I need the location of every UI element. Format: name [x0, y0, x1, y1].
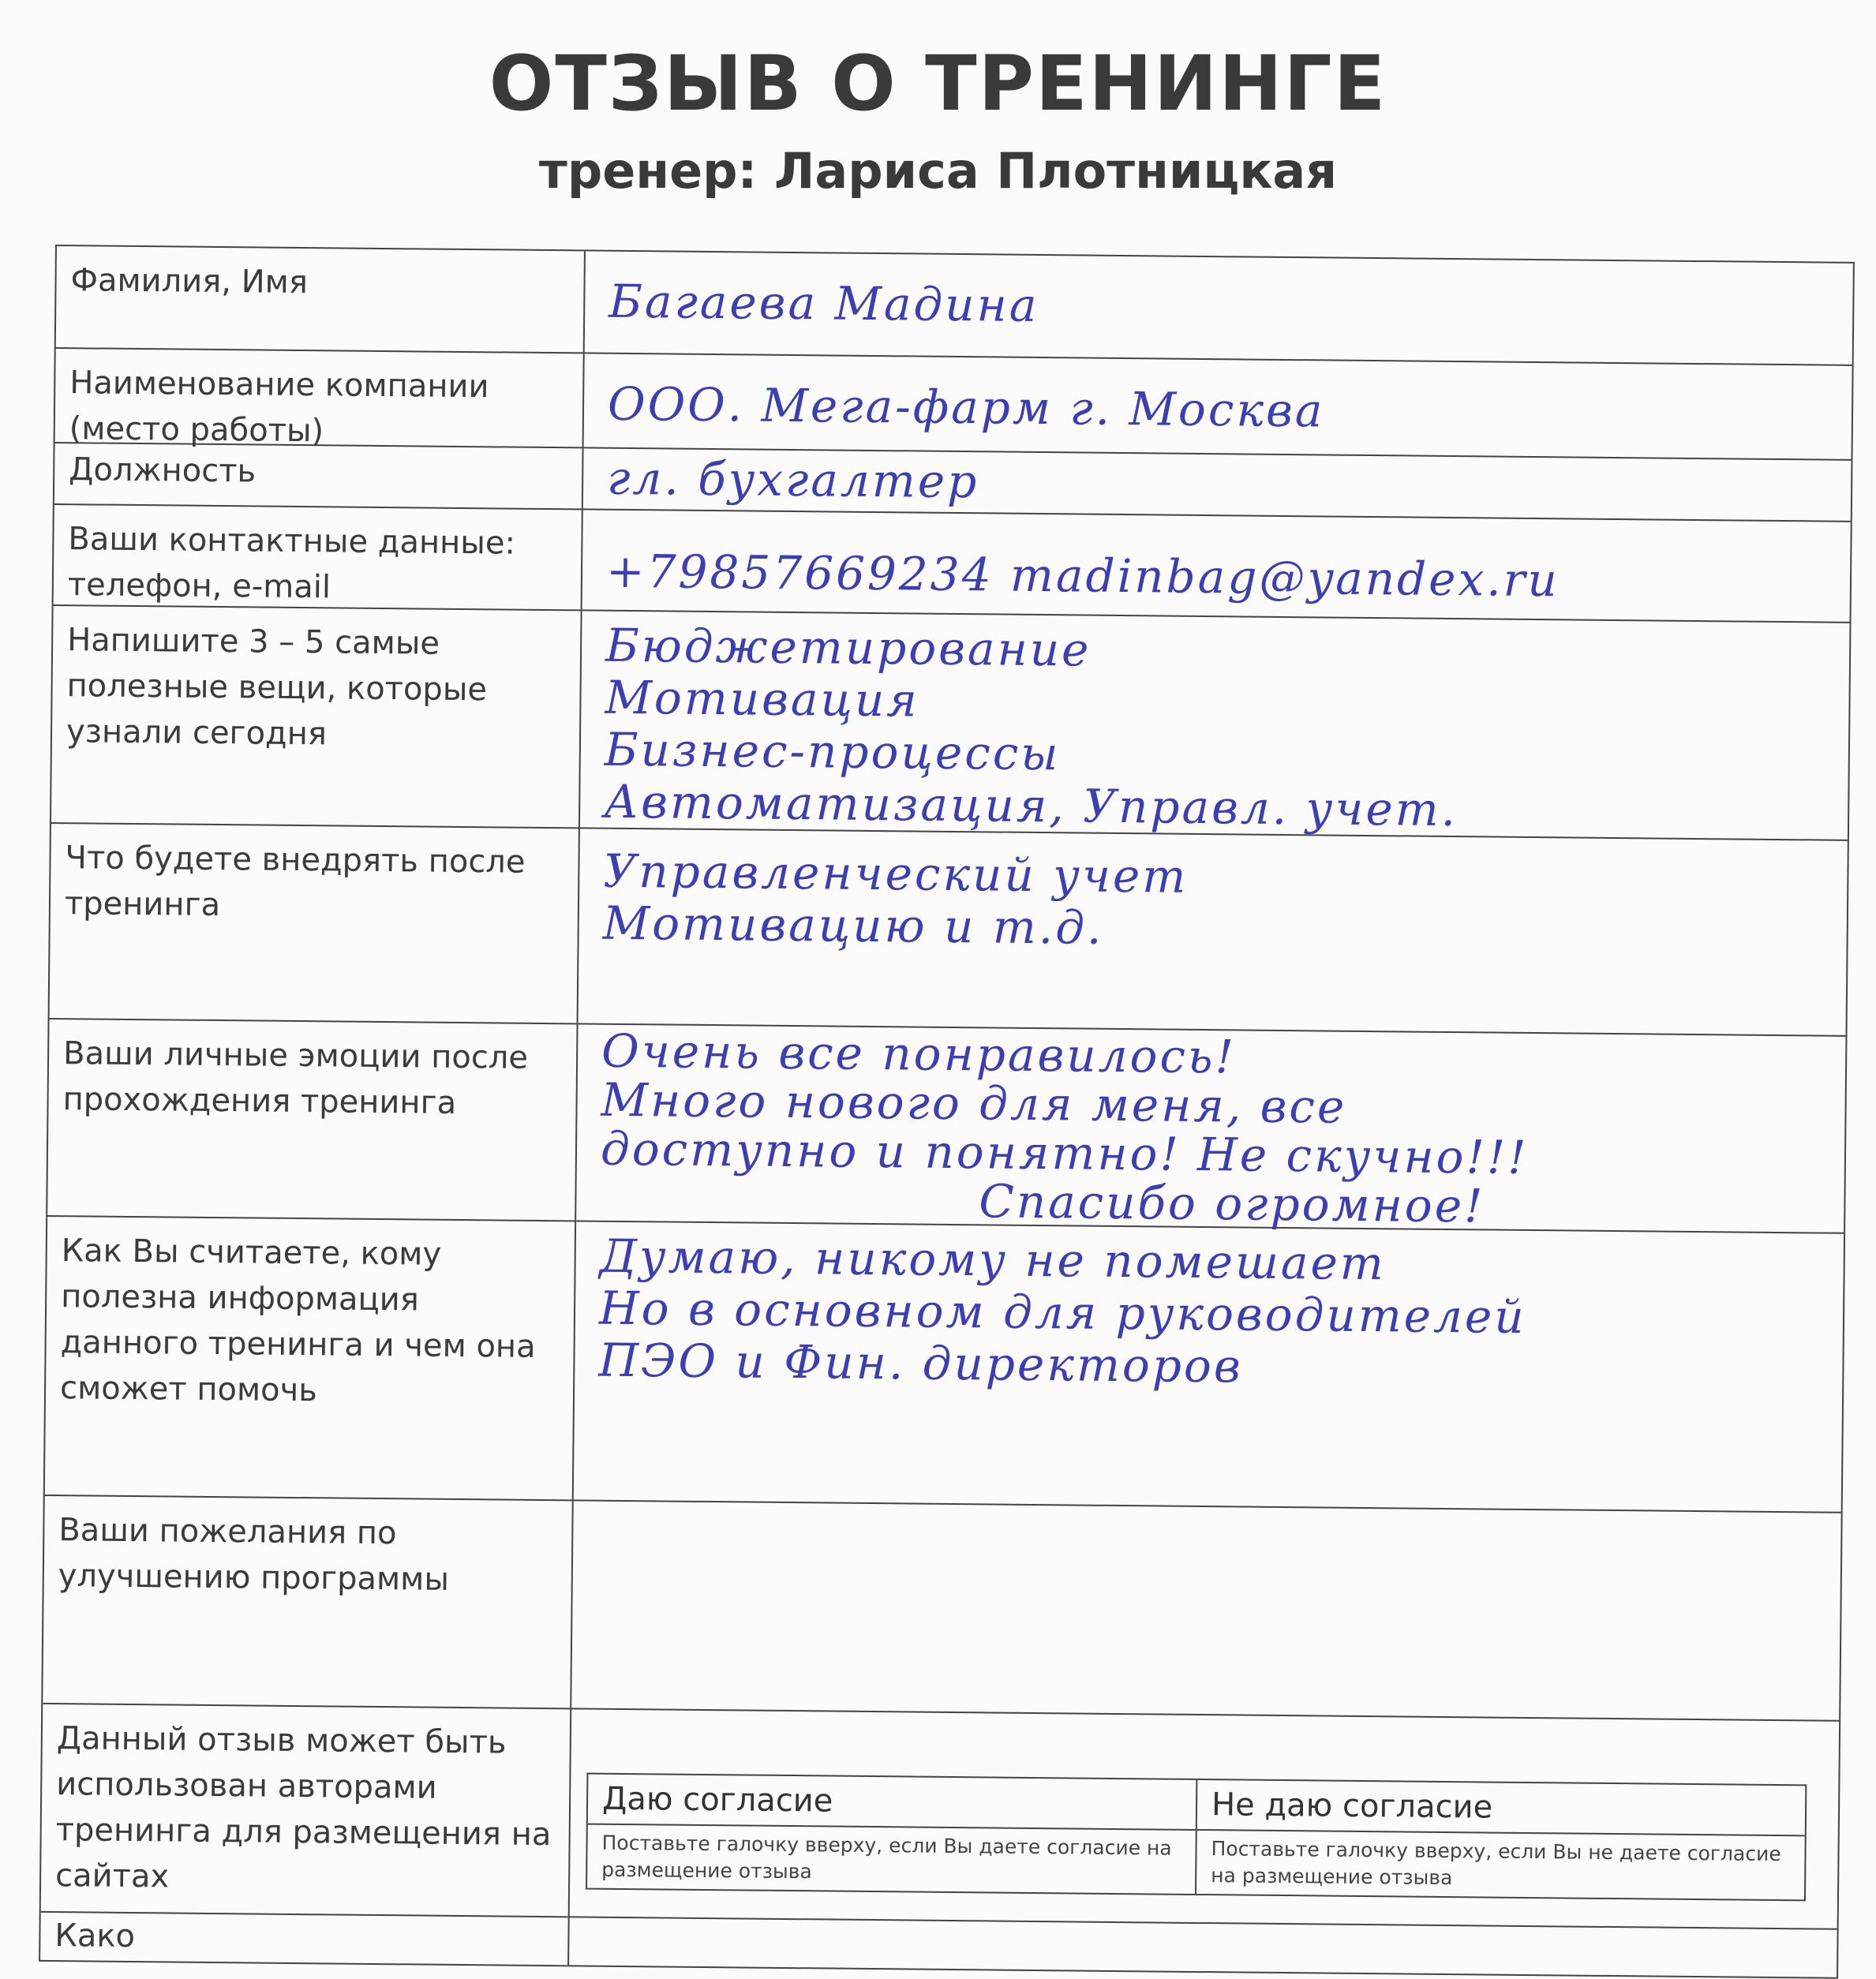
row-contacts — [54, 505, 1851, 623]
label-consent: Данный отзыв может быть использован авторами тренинга для размещения на сайтах — [41, 1704, 571, 1916]
row-company — [55, 349, 1852, 461]
field-wishes[interactable] — [571, 1501, 1840, 1719]
handwritten-line: Очень все понравилось! — [601, 1023, 1237, 1084]
handwritten-line: Автоматизация, Управл. учет. — [603, 774, 1458, 837]
row-implement — [50, 824, 1848, 1037]
handwritten-line: гл. бухгалтер — [606, 451, 979, 509]
label-company: Наименование компании (место работы) — [55, 349, 585, 447]
consent-agree-label: Даю согласие — [588, 1775, 1196, 1831]
trainer-subtitle: тренер: Лариса Плотницкая — [538, 142, 1338, 200]
label-emotions: Ваши личные эмоции после прохождения тренинга — [47, 1019, 578, 1220]
handwritten-line: Мотивацию и т.д. — [602, 896, 1104, 955]
label-useful-things: Напишите 3 – 5 самые полезные вещи, которые узнали сегодня — [51, 606, 582, 827]
row-audience — [45, 1217, 1844, 1513]
handwritten-line: Много нового для меня, все — [601, 1072, 1347, 1134]
row-wishes — [43, 1496, 1840, 1722]
field-position[interactable] — [583, 448, 1852, 520]
field-company[interactable] — [584, 354, 1852, 458]
handwritten-line: доступно и понятно! Не скучно!!! — [600, 1121, 1529, 1184]
consent-agree-option[interactable] — [587, 1775, 1196, 1894]
field-audience[interactable] — [574, 1221, 1844, 1511]
consent-disagree-note: Поставьте галочку вверху, если Вы не даете согласие на размещение отзыва — [1211, 1837, 1781, 1890]
row-emotions — [47, 1019, 1845, 1234]
label-full-name: Фамилия, Имя — [56, 246, 586, 352]
handwritten-line: Бизнес-процессы — [604, 722, 1061, 781]
handwritten-line: Но в основном для руководителей — [598, 1281, 1527, 1344]
page-title: ОТЗЫВ О ТРЕНИНГЕ — [489, 39, 1387, 128]
feedback-form — [39, 245, 1855, 1979]
handwritten-line: Мотивация — [605, 670, 920, 728]
handwritten-line: ПЭО и Фин. директоров — [598, 1333, 1244, 1394]
handwritten-line: ООО. Мега-фарм г. Москва — [607, 376, 1325, 438]
handwritten-line: Спасибо огромное! — [979, 1174, 1485, 1233]
handwritten-line: +79857669234 madinbag@yandex.ru — [605, 544, 1560, 608]
field-contacts[interactable] — [582, 510, 1851, 621]
label-implement: Что будете внедрять после тренинга — [50, 824, 580, 1023]
label-wishes: Ваши пожелания по улучшению программы — [43, 1496, 573, 1708]
field-useful-things[interactable] — [580, 611, 1850, 839]
label-audience: Как Вы считаете, кому полезна информация данного тренинга и чем она сможет помочь — [45, 1217, 576, 1499]
handwritten-line: Бюджетирование — [605, 618, 1092, 677]
handwritten-line: Думаю, никому не помешает — [599, 1229, 1387, 1291]
label-contacts: Ваши контактные данные: телефон, e-mail — [54, 505, 583, 609]
handwritten-line: Багаева Мадина — [608, 274, 1039, 332]
row-consent — [41, 1704, 1839, 1930]
consent-disagree-label: Не даю согласие — [1197, 1780, 1806, 1836]
row-full-name — [56, 246, 1853, 366]
row-useful-things — [51, 606, 1850, 841]
handwritten-line: Управленческий учет — [603, 844, 1189, 903]
label-position: Должность — [54, 443, 584, 508]
field-implement[interactable] — [579, 829, 1848, 1034]
field-full-name[interactable] — [585, 251, 1853, 364]
field-consent — [570, 1709, 1839, 1928]
consent-agree-note: Поставьте галочку вверху, если Вы даете согласие на размещение отзыва — [601, 1831, 1172, 1884]
label-cutoff: Како — [40, 1913, 570, 1965]
consent-table — [586, 1773, 1807, 1902]
field-emotions[interactable] — [576, 1024, 1845, 1232]
consent-disagree-option[interactable] — [1195, 1780, 1805, 1899]
